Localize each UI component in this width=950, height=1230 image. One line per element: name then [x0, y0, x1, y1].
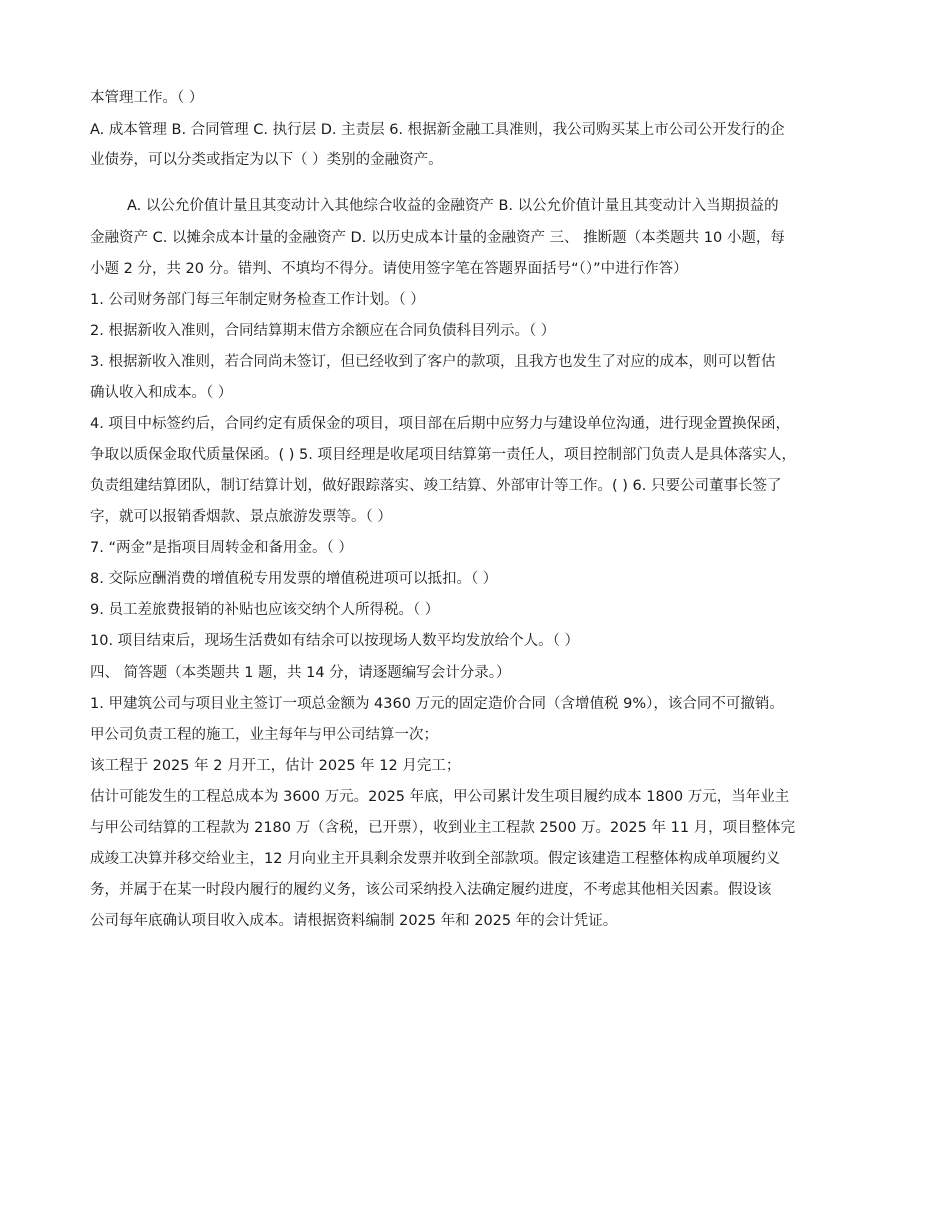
text-line: 确认收入和成本。（ ）	[90, 385, 233, 401]
text-line: 务，并属于在某一时段内履行的履约义务，该公司采纳投入法确定履约进度，不考虑其他相关因素。假设该	[90, 882, 772, 898]
section-heading: 四、 简答题（本类题共 1 题，共 14 分，请逐题编写会计分录。）	[90, 665, 511, 681]
text-line: 7. “两金”是指项目周转金和备用金。（ ）	[90, 540, 353, 556]
text-line: 本管理工作。（ ）	[90, 90, 204, 106]
text-line: 9. 员工差旅费报销的补贴也应该交纳个人所得税。（ ）	[90, 602, 440, 618]
text-line: 2. 根据新收入准则，合同结算期末借方余额应在合同负债科目列示。（ ）	[90, 323, 556, 339]
text-line: 业债券，可以分类或指定为以下（ ）类别的金融资产。	[90, 152, 443, 168]
text-line: 估计可能发生的工程总成本为 3600 万元。2025 年底，甲公司累计发生项目履约成本 1800 万元，当年业主	[90, 789, 790, 805]
text-line: 小题 2 分，共 20 分。错判、不填均不得分。请使用签字笔在答题界面括号“（）”中进行作答）	[90, 261, 688, 277]
text-line: 公司每年底确认项目收入成本。请根据资料编制 2025 年和 2025 年的会计凭证。	[90, 913, 618, 929]
text-line: 字，就可以报销香烟款、景点旅游发票等。（ ）	[90, 509, 392, 525]
text-line: 成竣工决算并移交给业主，12 月向业主开具剩余发票并收到全部款项。假定该建造工程整体构成单项履约义	[90, 851, 781, 867]
text-line: 3. 根据新收入准则，若合同尚未签订，但已经收到了客户的款项，且我方也发生了对应的成本，则可以暂估	[90, 354, 776, 370]
text-line: A. 以公允价值计量且其变动计入其他综合收益的金融资产 B. 以公允价值计量且其变动计入当期损益的	[127, 198, 779, 214]
text-line: 10. 项目结束后，现场生活费如有结余可以按现场人数平均发放给个人。（ ）	[90, 633, 580, 649]
text-line: 8. 交际应酬消费的增值税专用发票的增值税进项可以抵扣。（ ）	[90, 571, 498, 587]
text-line: 1. 公司财务部门每三年制定财务检查工作计划。（ ）	[90, 292, 425, 308]
text-line: 1. 甲建筑公司与项目业主签订一项总金额为 4360 万元的固定造价合同（含增值税 9%），该合同不可撤销。	[90, 696, 784, 712]
text-line: 与甲公司结算的工程款为 2180 万（含税，已开票），收到业主工程款 2500 万。2025 年 11 月，项目整体完	[90, 820, 796, 836]
text-line: 负责组建结算团队，制订结算计划，做好跟踪落实、竣工结算、外部审计等工作。( ) 6. 只要公司董事长签了	[90, 478, 782, 494]
text-line: 甲公司负责工程的施工，业主每年与甲公司结算一次；	[90, 727, 438, 743]
text-line: 金融资产 C. 以摊余成本计量的金融资产 D. 以历史成本计量的金融资产 三、 推断题（本类题共 10 小题，每	[90, 230, 785, 246]
text-line: A. 成本管理 B. 合同管理 C. 执行层 D. 主责层 6. 根据新金融工具准则，我公司购买某上市公司公开发行的企	[90, 122, 785, 138]
text-line: 争取以质保金取代质量保函。( ) 5. 项目经理是收尾项目结算第一责任人，项目控制部门负责人是具体落实人，	[90, 447, 796, 463]
text-line: 该工程于 2025 年 2 月开工，估计 2025 年 12 月完工；	[90, 758, 461, 774]
text-line: 4. 项目中标签约后，合同约定有质保金的项目，项目部在后期中应努力与建设单位沟通，进行现金置换保函，	[90, 416, 790, 432]
